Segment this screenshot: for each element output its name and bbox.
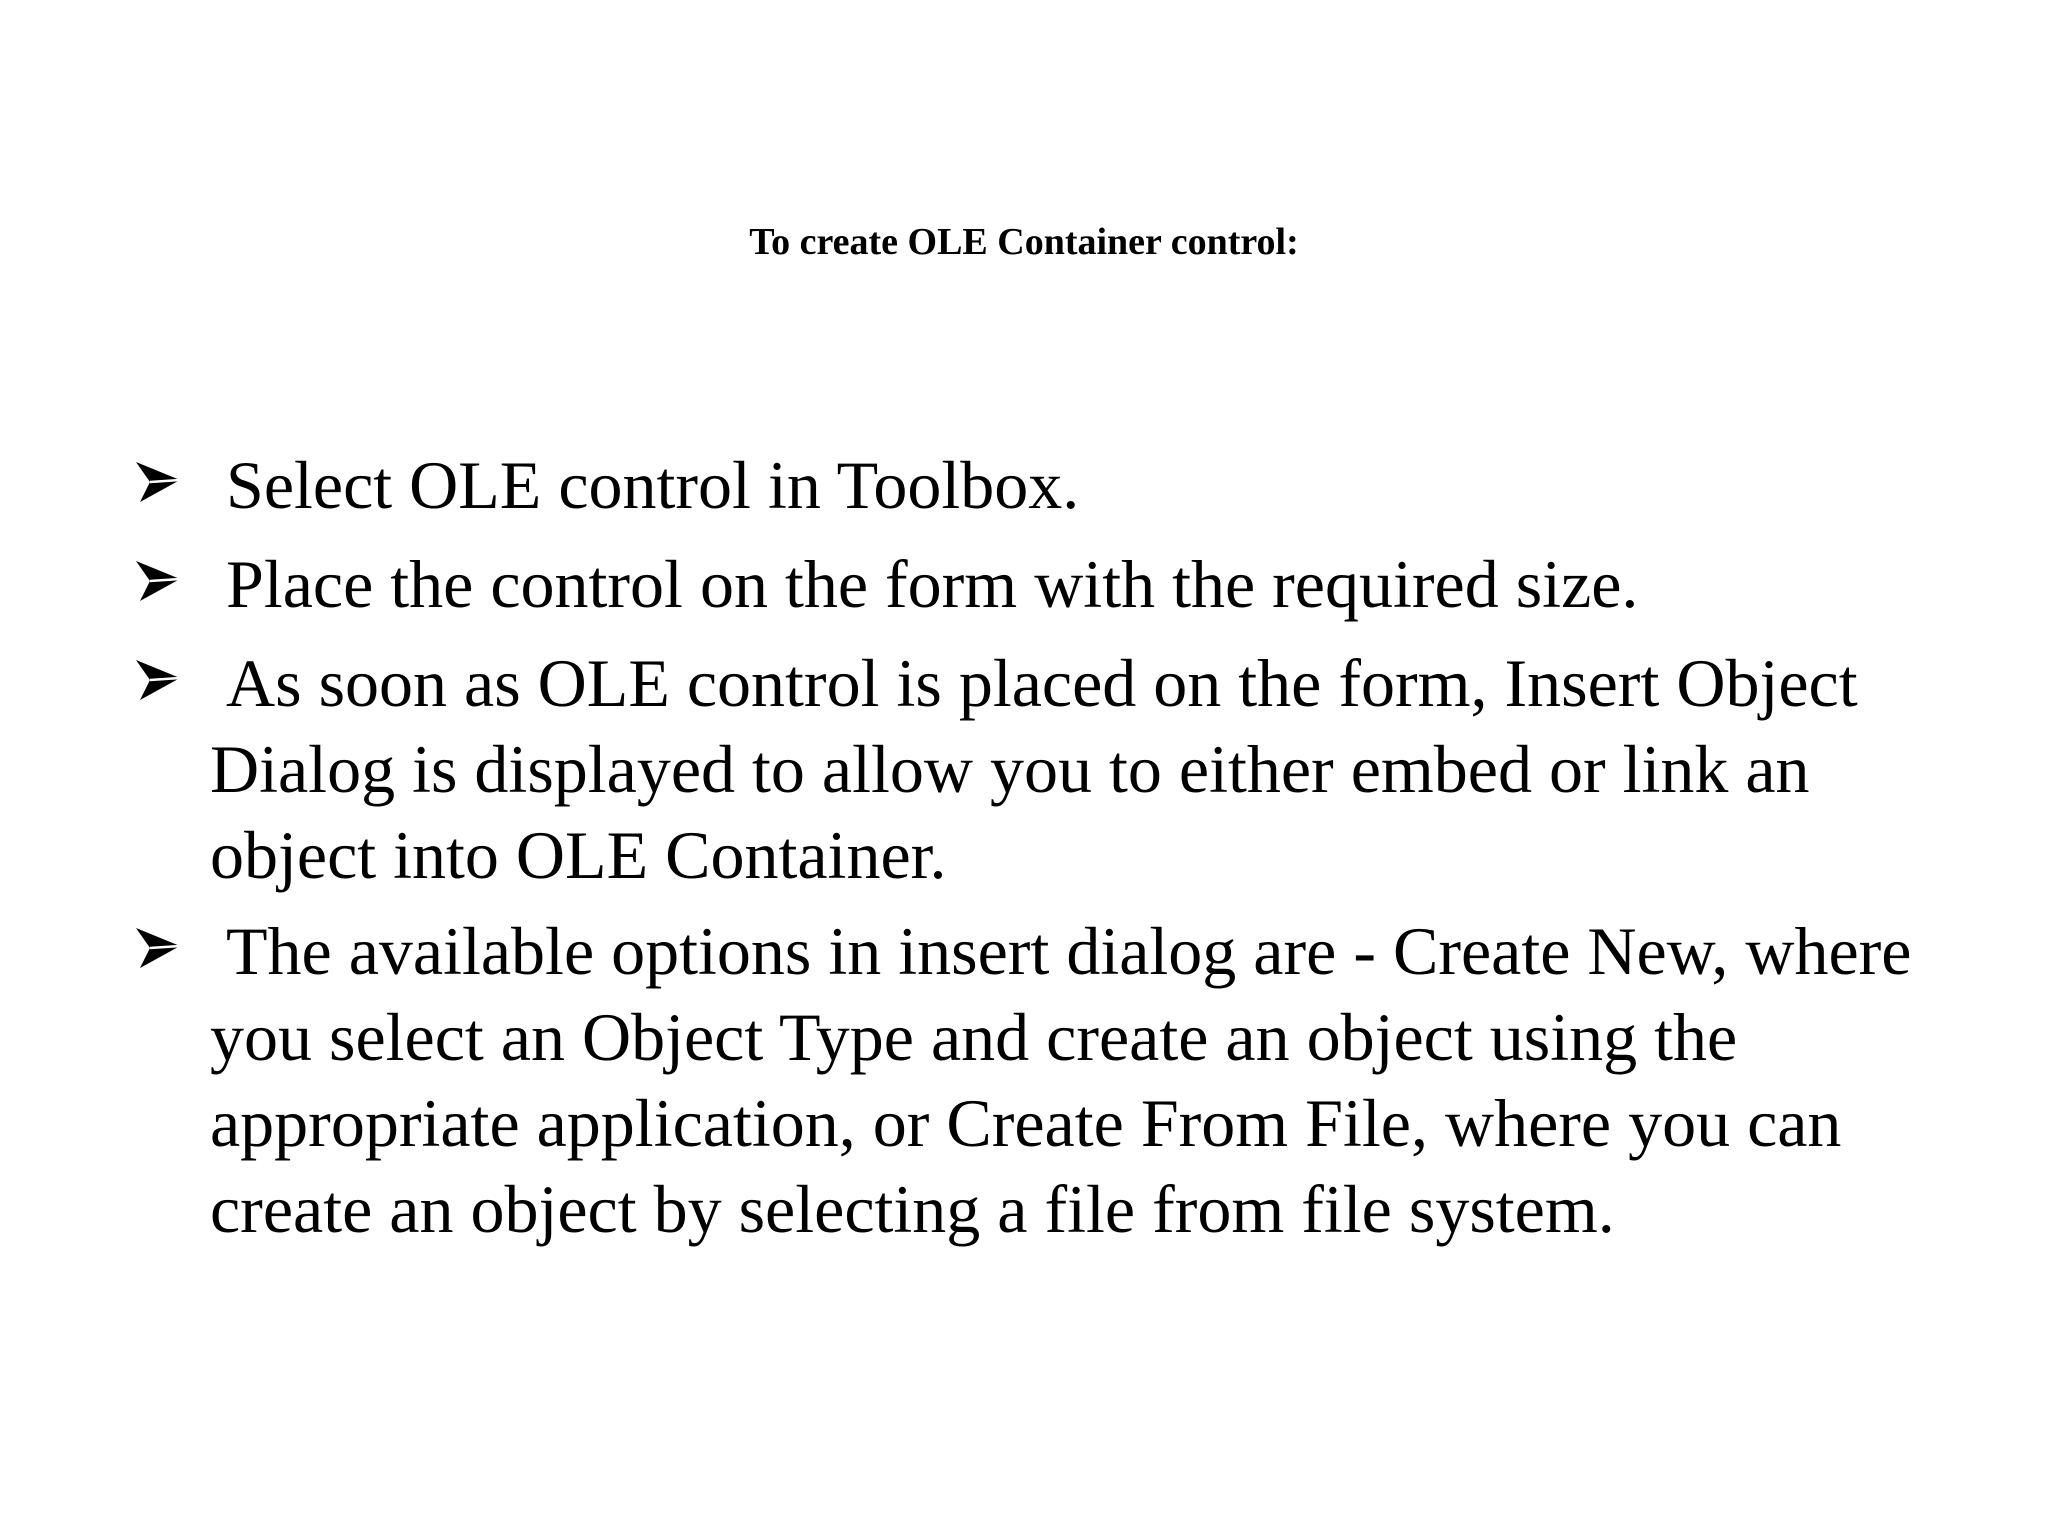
bullet-text: Select OLE control in Toolbox. (226, 447, 1080, 523)
arrowhead-bullet-icon (136, 462, 180, 502)
arrowhead-bullet-icon (136, 660, 180, 700)
bullet-list (130, 442, 1970, 1262)
bullet-text: The available options in insert dialog are - Create New, where you select an Object Type and create an object using the appropriate application, or Create From File, where you can create an object by selecting a file from file system. (210, 913, 1912, 1247)
list-item (130, 541, 1970, 627)
bullet-text: Place the control on the form with the required size. (226, 546, 1639, 622)
list-item (130, 442, 1970, 528)
slide-title: To create OLE Container control: (749, 221, 1299, 263)
list-item (130, 640, 1970, 898)
bullet-text: As soon as OLE control is placed on the form, Insert Object Dialog is displayed to allow you to either embed or link an object into OLE Container. (210, 645, 1858, 893)
arrowhead-bullet-icon (136, 561, 180, 601)
arrowhead-bullet-icon (136, 928, 180, 968)
list-item (130, 908, 1970, 1252)
